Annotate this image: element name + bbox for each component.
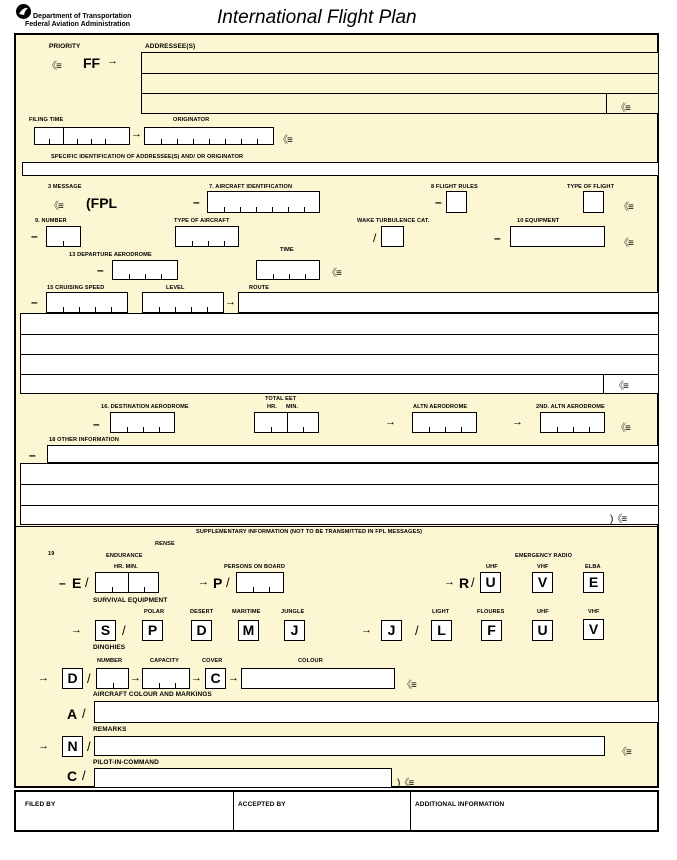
dinghies-number-field[interactable]: [96, 668, 129, 689]
faa-logo-icon: [16, 4, 31, 19]
flight-rules-label: 8 FLIGHT RULES: [431, 184, 478, 190]
end-mark-icon: 《≡: [278, 135, 292, 146]
floures-box[interactable]: F: [481, 620, 502, 641]
route-continuation-field[interactable]: [20, 313, 659, 394]
survival-label: SURVIVAL EQUIPMENT: [93, 597, 168, 604]
end-mark-icon: 《≡: [614, 381, 628, 392]
light-label: LIGHT: [432, 609, 450, 615]
colour-label: COLOUR: [298, 658, 323, 664]
address-rule: [142, 73, 658, 74]
other-info-field[interactable]: [47, 445, 659, 463]
jungle-box[interactable]: J: [284, 620, 305, 641]
type-of-aircraft-field[interactable]: [175, 226, 239, 247]
emergency-radio-label: EMERGENCY RADIO: [515, 553, 573, 559]
arrow-icon: →: [38, 740, 49, 752]
capacity-label: CAPACITY: [150, 658, 179, 664]
arrow-icon: →: [512, 416, 523, 428]
min-label: MIN.: [286, 404, 299, 410]
arrow-icon: →: [198, 576, 209, 588]
signature-block: [14, 790, 659, 832]
other-info-continuation-field[interactable]: [20, 463, 659, 525]
altn2-aerodrome-field[interactable]: [540, 412, 605, 433]
filing-time-label: FILING TIME: [29, 117, 64, 123]
originator-label: ORIGINATOR: [173, 117, 210, 123]
markings-a: A: [67, 706, 78, 722]
maritime-box[interactable]: M: [238, 620, 259, 641]
radio-elba-box[interactable]: E: [583, 572, 604, 593]
altn2-label: 2ND. ALTN AERODROME: [536, 404, 605, 410]
dinghies-d-box[interactable]: D: [62, 668, 83, 689]
end-mark-icon: 《≡: [619, 202, 633, 213]
cruising-speed-field[interactable]: [46, 292, 128, 313]
message-label: 3 MESSAGE: [48, 184, 82, 190]
filing-time-field[interactable]: [34, 127, 130, 145]
endurance-field[interactable]: [95, 572, 159, 593]
addressees-label: ADDRESSEE(S): [145, 43, 196, 50]
end-mark-icon: 《≡: [402, 680, 416, 691]
altn-aerodrome-field[interactable]: [412, 412, 477, 433]
arrow-icon: →: [444, 576, 455, 588]
end-mark-icon: 《≡: [49, 201, 63, 212]
total-eet-field[interactable]: [254, 412, 319, 433]
vhf2-label: VHF: [588, 609, 600, 615]
arrow-icon: →: [107, 55, 118, 67]
hr-min-label: HR. MIN.: [114, 564, 138, 570]
pic-field[interactable]: [94, 768, 392, 788]
priority-ff: FF: [83, 55, 101, 71]
end-mark-icon: 《≡: [327, 268, 341, 279]
filed-by-label: FILED BY: [25, 801, 56, 808]
item19-label: 19: [48, 551, 55, 557]
priority-label: PRIORITY: [49, 43, 81, 50]
cruising-speed-label: 15 CRUISING SPEED: [47, 285, 105, 291]
end-mark-icon: )《≡: [397, 778, 414, 789]
equipment-label: 10 EQUIPMENT: [517, 218, 560, 224]
polar-box[interactable]: P: [142, 620, 163, 641]
other-info-label: 18 OTHER INFORMATION: [49, 437, 119, 443]
supplementary-label: SUPPLEMENTARY INFORMATION (NOT TO BE TRANSMITTED IN FPL MESSAGES): [196, 529, 423, 535]
endurance-label: ENDURANCE: [106, 553, 143, 559]
departure-aerodrome-field[interactable]: [112, 260, 178, 280]
additional-info-label: ADDITIONAL INFORMATION: [415, 801, 505, 808]
level-label: LEVEL: [166, 285, 185, 291]
uhf2-label: UHF: [537, 609, 549, 615]
radio-r: R: [459, 575, 470, 591]
number-field[interactable]: [46, 226, 81, 247]
specific-id-label: SPECIFIC IDENTIFICATION OF ADDRESSEE(S) AND/ OR ORIGINATOR: [51, 154, 244, 160]
end-mark-icon: 《≡: [47, 61, 61, 72]
arrow-icon: →: [385, 416, 396, 428]
type-of-flight-field[interactable]: [583, 191, 604, 213]
survival-s-box[interactable]: S: [95, 620, 116, 641]
radio-vhf-box[interactable]: V: [532, 572, 553, 593]
radio-uhf-box[interactable]: U: [480, 572, 501, 593]
arrow-icon: →: [225, 296, 236, 308]
arrow-icon: →: [130, 672, 141, 684]
remarks-label: REMARKS: [93, 726, 127, 733]
end-mark-icon: 《≡: [617, 747, 631, 758]
jackets-box[interactable]: J: [381, 620, 402, 641]
colour-field[interactable]: [241, 668, 395, 689]
maritime-label: MARITIME: [232, 609, 261, 615]
cover-box[interactable]: C: [205, 668, 226, 689]
end-mark-icon: 《≡: [616, 103, 630, 114]
hr-label: HR.: [267, 404, 277, 410]
level-field[interactable]: [142, 292, 224, 313]
desert-box[interactable]: D: [191, 620, 212, 641]
persons-p: P: [213, 575, 223, 591]
destination-field[interactable]: [110, 412, 175, 433]
equipment-field[interactable]: [510, 226, 605, 247]
end-mark-icon: 《≡: [616, 423, 630, 434]
addressees-field[interactable]: [141, 52, 659, 114]
agency-line-2: Federal Aviation Administration: [25, 21, 131, 28]
flight-rules-field[interactable]: [446, 191, 467, 213]
accepted-by-label: ACCEPTED BY: [238, 801, 286, 808]
departure-label: 13 DEPARTURE AERODROME: [69, 252, 152, 258]
floures-label: FLOURES: [477, 609, 505, 615]
capacity-field[interactable]: [142, 668, 190, 689]
flight-plan-form: PRIORITY ADDRESSEE(S) 《≡ FF → 《≡ FILING TIME ORIGINATOR → 《≡ SPECIFIC IDENTIFICATION OF ADDRESSEE(S) AND/ OR ORIGINATOR 3 MESSAGE 7. AIRCRAFT IDENTIFICATION 8 FLIGHT RULES TYPE OF FLIGHT 《≡ (FPL – – 《≡ 9. NUMBER TYPE OF AIRCRAFT WAKE TURBULENCE CAT. 10 EQUIPMENT – / – 《≡ 13 DEPARTURE AERODROME TIME – 《≡ 15 CRUISING SPEED LEVEL ROUTE – → 《≡ 16. DESTINATION AERODROME TOTAL EET HR. MIN. ALTN AERODROME 2ND. ALTN AERODROME – → → 《≡ 18 OTHER INFORMATION – )《≡ SUPPLEMENTARY INFORMATION (NOT TO BE TRANSMITTED IN FPL MESSAGES) 19 RENSE ENDURANCE HR. MIN. PERSONS ON BOARD EMERGENCY RADIO UHF VHF ELBA – E / → P / → R / U V E SURVIVAL EQUIPMENT POLAR DESERT MARITIME JUNGLE LIGHT FLOURES UHF VHF → S / P D M J → J / L F U V DINGHIES NUMBER CAPACITY COVER COLOUR → D / → → C → 《≡ AIRCRAFT COLOUR AND MARKINGS A / REMARKS → N / 《≡ PILOT-IN-COMMAND C / )《≡: [14, 33, 659, 788]
end-mark-icon: 《≡: [619, 238, 633, 249]
arrow-icon: →: [191, 672, 202, 684]
type-of-flight-label: TYPE OF FLIGHT: [567, 184, 615, 190]
elba-label: ELBA: [585, 564, 601, 570]
vhf-label: VHF: [537, 564, 549, 570]
light-box[interactable]: L: [431, 620, 452, 641]
remarks-field[interactable]: [94, 736, 605, 756]
desert-label: DESERT: [190, 609, 214, 615]
vhf2-box[interactable]: V: [583, 619, 604, 640]
end-mark-icon: )《≡: [610, 514, 627, 525]
uhf-label: UHF: [486, 564, 498, 570]
remarks-n-box[interactable]: N: [62, 736, 83, 757]
number-label: 9. NUMBER: [35, 218, 67, 224]
aircraft-id-field[interactable]: [207, 191, 320, 213]
uhf2-box[interactable]: U: [532, 620, 553, 641]
pic-label: PILOT-IN-COMMAND: [93, 759, 159, 766]
departure-time-field[interactable]: [256, 260, 320, 280]
dinghies-number-label: NUMBER: [97, 658, 123, 664]
jungle-label: JUNGLE: [281, 609, 305, 615]
destination-label: 16. DESTINATION AERODROME: [101, 404, 189, 410]
arrow-icon: →: [228, 672, 239, 684]
address-rule: [606, 94, 607, 114]
rense-label: RENSE: [155, 541, 175, 547]
agency-line-1: Department of Transportation: [33, 13, 132, 20]
total-eet-label: TOTAL EET: [265, 396, 297, 402]
message-fpl: (FPL: [86, 195, 118, 211]
ac-colour-label: AIRCRAFT COLOUR AND MARKINGS: [93, 691, 212, 698]
persons-field[interactable]: [236, 572, 284, 593]
address-rule: [142, 93, 658, 94]
persons-label: PERSONS ON BOARD: [224, 564, 285, 570]
route-label: ROUTE: [249, 285, 270, 291]
pic-c: C: [67, 768, 78, 784]
time-label: TIME: [280, 247, 294, 253]
arrow-icon: →: [71, 624, 82, 636]
arrow-icon: →: [361, 624, 372, 636]
polar-label: POLAR: [144, 609, 165, 615]
route-field[interactable]: [238, 292, 659, 313]
type-of-aircraft-label: TYPE OF AIRCRAFT: [174, 218, 230, 224]
cover-label: COVER: [202, 658, 223, 664]
endurance-e: E: [72, 575, 82, 591]
specific-id-field[interactable]: [22, 162, 659, 176]
wake-label: WAKE TURBULENCE CAT.: [357, 218, 430, 224]
page-title: International Flight Plan: [217, 7, 417, 28]
originator-field[interactable]: [144, 127, 274, 145]
altn-label: ALTN AERODROME: [413, 404, 468, 410]
wake-field[interactable]: [381, 226, 404, 247]
arrow-icon: →: [38, 672, 49, 684]
aircraft-id-label: 7. AIRCRAFT IDENTIFICATION: [209, 184, 293, 190]
dinghies-label: DINGHIES: [93, 644, 126, 651]
ac-colour-field[interactable]: [94, 701, 659, 723]
arrow-icon: →: [131, 128, 142, 140]
